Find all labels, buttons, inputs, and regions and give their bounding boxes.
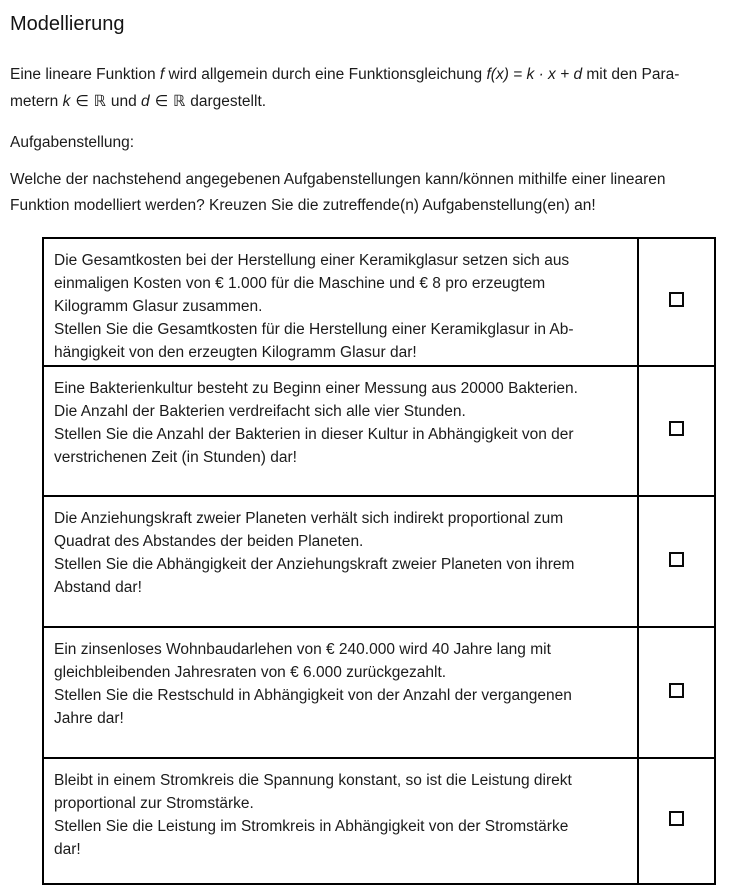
task-line: Die Gesamtkosten bei der Herstellung einer Keramikglasur setzen sich aus	[54, 252, 570, 269]
task-line: Stellen Sie die Leistung im Stromkreis in Abhängigkeit von der Stromstärke	[54, 818, 569, 835]
checkbox-cell	[638, 758, 715, 884]
task-line: hängigkeit von den erzeugten Kilogramm Glasur dar!	[54, 344, 417, 361]
math-var-d: d	[141, 93, 150, 110]
formula-linear-function: f(x) = k · x + d	[486, 66, 583, 83]
task-text-cell	[43, 627, 638, 758]
task-line: Ein zinsenloses Wohnbaudarlehen von € 240.000 wird 40 Jahre lang mit	[54, 641, 551, 658]
checkbox-cell	[638, 496, 715, 627]
prompt-line-2: Funktion modelliert werden? Kreuzen Sie die zutreffende(n) Aufgabenstellung(en) an!	[10, 197, 596, 214]
table-row	[43, 366, 715, 496]
intro-line-1	[10, 62, 739, 88]
task-line: Stellen Sie die Anzahl der Bakterien in dieser Kultur in Abhängigkeit von der	[54, 426, 574, 443]
section-heading: Aufgabenstellung:	[10, 134, 135, 151]
intro-text: metern	[10, 93, 63, 110]
task-line: einmaligen Kosten von € 1.000 für die Maschine und € 8 pro erzeugtem	[54, 275, 546, 292]
task-line: dar!	[54, 841, 81, 858]
task-line: Abstand dar!	[54, 579, 142, 596]
checkbox[interactable]	[669, 421, 684, 436]
checkbox[interactable]	[669, 292, 684, 307]
checkbox[interactable]	[669, 683, 684, 698]
task-line: verstrichenen Zeit (in Stunden) dar!	[54, 449, 297, 466]
task-text-cell	[43, 496, 638, 627]
intro-paragraph	[10, 62, 739, 115]
math-element-of-reals: ∈ ℝ	[149, 92, 191, 110]
task-line: proportional zur Stromstärke.	[54, 795, 254, 812]
task-line: Stellen Sie die Abhängigkeit der Anziehungskraft zweier Planeten von ihrem	[54, 556, 575, 573]
task-line: Jahre dar!	[54, 710, 124, 727]
math-element-of-reals: ∈ ℝ	[70, 92, 111, 110]
task-line: Bleibt in einem Stromkreis die Spannung konstant, so ist die Leistung direkt	[54, 772, 572, 789]
table-row	[43, 758, 715, 884]
task-line: Die Anziehungskraft zweier Planeten verhält sich indirekt proportional zum	[54, 510, 564, 527]
task-text-cell	[43, 758, 638, 884]
intro-text: wird allgemein durch eine Funktionsgleichung	[164, 66, 487, 83]
intro-text: mit den Para-	[582, 66, 680, 83]
task-line: Eine Bakterienkultur besteht zu Beginn einer Messung aus 20000 Bakterien.	[54, 380, 578, 397]
table-row	[43, 496, 715, 627]
task-text-cell	[43, 366, 638, 496]
checkbox-cell	[638, 627, 715, 758]
intro-text: dargestellt.	[190, 93, 267, 110]
table-row	[43, 238, 715, 366]
intro-text: Eine lineare Funktion	[10, 66, 160, 83]
task-text-cell	[43, 238, 638, 366]
prompt-line-1: Welche der nachstehend angegebenen Aufgabenstellungen kann/können mithilfe einer linearen	[10, 171, 666, 188]
checkbox[interactable]	[669, 552, 684, 567]
task-line: Stellen Sie die Gesamtkosten für die Herstellung einer Keramikglasur in Ab-	[54, 321, 574, 338]
intro-text: und	[110, 93, 142, 110]
task-table	[42, 237, 716, 885]
checkbox-cell	[638, 238, 715, 366]
task-line: Stellen Sie die Restschuld in Abhängigkeit von der Anzahl der vergangenen	[54, 687, 572, 704]
task-line: gleichbleibenden Jahresraten von € 6.000 zurückgezahlt.	[54, 664, 447, 681]
task-line: Kilogramm Glasur zusammen.	[54, 298, 263, 315]
intro-line-2	[10, 88, 739, 115]
checkbox-cell	[638, 366, 715, 496]
task-line: Die Anzahl der Bakterien verdreifacht sich alle vier Stunden.	[54, 403, 466, 420]
checkbox[interactable]	[669, 811, 684, 826]
page-title: Modellierung	[10, 13, 125, 35]
task-line: Quadrat des Abstandes der beiden Planeten.	[54, 533, 364, 550]
table-row	[43, 627, 715, 758]
task-prompt	[10, 167, 739, 219]
math-var-k: k	[62, 93, 71, 110]
math-var-f: f	[159, 66, 165, 83]
